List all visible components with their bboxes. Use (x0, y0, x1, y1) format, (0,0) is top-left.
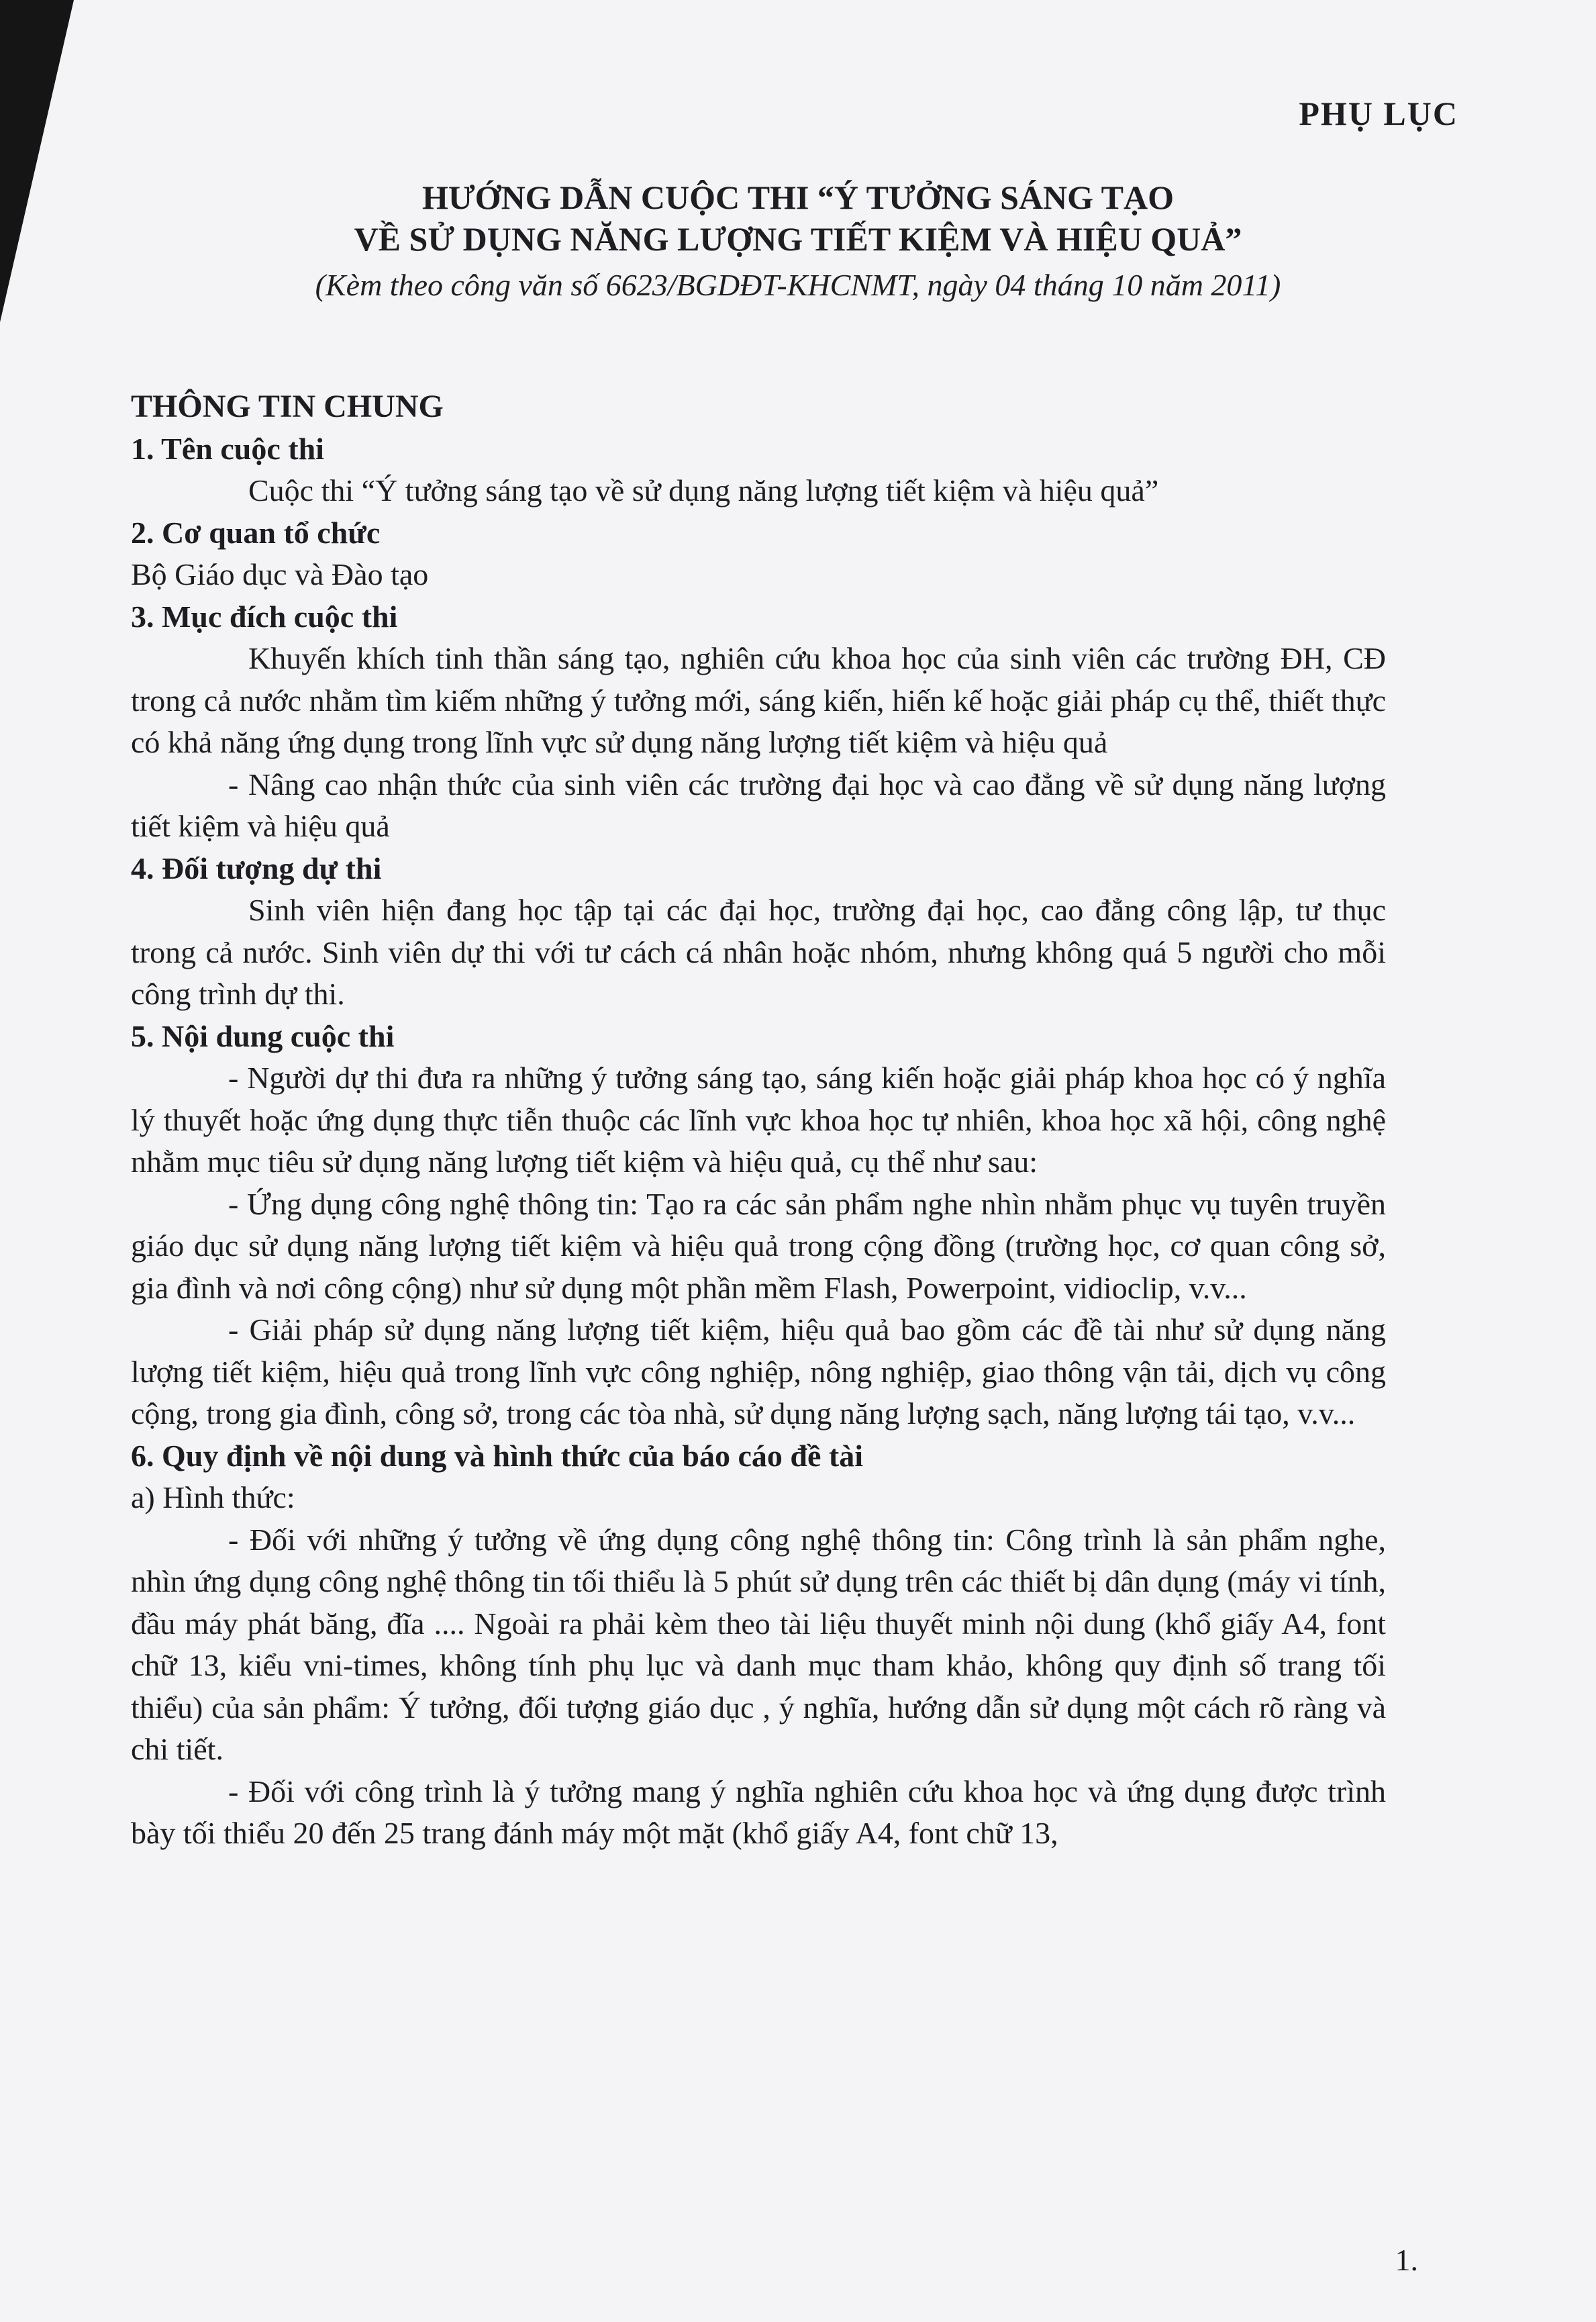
page-number: 1. (1395, 2243, 1418, 2277)
section-2-text: Bộ Giáo dục và Đào tạo (131, 557, 429, 591)
title-line-2: VỀ SỬ DỤNG NĂNG LƯỢNG TIẾT KIỆM VÀ HIỆU QUẢ” (354, 220, 1242, 258)
section-5-heading: 5. Nội dung cuộc thi (131, 1018, 395, 1053)
section-1-heading: 1. Tên cuộc thi (131, 431, 324, 466)
appendix-label: PHỤ LỤC (1299, 95, 1458, 132)
title-line-1: HƯỚNG DẪN CUỘC THI “Ý TƯỞNG SÁNG TẠO (421, 179, 1175, 216)
section-3-heading: 3. Mục đích cuộc thi (131, 599, 398, 634)
section-6-paragraph-1: - Đối với những ý tưởng về ứng dụng công nghệ thông tin: Công trình là sản phẩm nghe, nhìn ứng dụng công nghệ thông tin tối thiểu là 5 phút sử dụng trên các thiết bị dân dụng (máy vi tính, đầu máy phát băng, đĩa .... Ngoài ra phải kèm theo tài liệu thuyết minh nội dung (khổ giấy A4, font chữ 13, kiểu vni-times, không tính phụ lục và danh mục tham khảo, không quy định số trang tối thiểu) của sản phẩm: Ý tưởng, đối tượng giáo dục , ý nghĩa, hướng dẫn sử dụng một cách rõ ràng và chi tiết. (131, 1522, 1386, 1766)
section-5-paragraph-2: - Ứng dụng công nghệ thông tin: Tạo ra các sản phẩm nghe nhìn nhằm phục vụ tuyên truyền giáo dục sử dụng năng lượng tiết kiệm và hiệu quả trong cộng đồng (trường học, cơ quan công sở, gia đình và nơi công cộng) như sử dụng một phần mềm Flash, Powerpoint, vidioclip, v.v... (131, 1186, 1386, 1305)
section-6-subheading-a: a) Hình thức: (131, 1480, 295, 1514)
document-body (131, 386, 1386, 1855)
section-1-text: Cuộc thi “Ý tưởng sáng tạo về sử dụng năng lượng tiết kiệm và hiệu quả” (248, 473, 1159, 507)
document-subtitle: (Kèm theo công văn số 6623/BGDĐT-KHCNMT, ngày 04 tháng 10 năm 2011) (315, 268, 1281, 302)
section-4-text: Sinh viên hiện đang học tập tại các đại học, trường đại học, cao đẳng công lập, tư thục trong cả nước. Sinh viên dự thi với tư cách cá nhân hoặc nhóm, nhưng không quá 5 người cho mỗi công trình dự thi. (131, 893, 1386, 1011)
section-2-heading: 2. Cơ quan tổ chức (131, 515, 381, 550)
section-3-paragraph-2: - Nâng cao nhận thức của sinh viên các trường đại học và cao đẳng về sử dụng năng lượng tiết kiệm và hiệu quả (131, 767, 1386, 843)
section-6-paragraph-2: - Đối với công trình là ý tưởng mang ý nghĩa nghiên cứu khoa học và ứng dụng được trình bày tối thiểu 20 đến 25 trang đánh máy một mặt (khổ giấy A4, font chữ 13, (131, 1774, 1386, 1850)
general-info-heading: THÔNG TIN CHUNG (131, 389, 444, 424)
section-4-heading: 4. Đối tượng dự thi (131, 851, 382, 885)
section-5-paragraph-3: - Giải pháp sử dụng năng lượng tiết kiệm, hiệu quả bao gồm các đề tài như sử dụng năng lượng tiết kiệm, hiệu quả trong lĩnh vực công nghiệp, nông nghiệp, giao thông vận tải, dịch vụ công cộng, trong gia đình, công sở, trong các tòa nhà, sử dụng năng lượng sạch, năng lượng tái tạo, v.v... (131, 1312, 1386, 1431)
section-3-paragraph-1: Khuyến khích tinh thần sáng tạo, nghiên cứu khoa học của sinh viên các trường ĐH, CĐ trong cả nước nhằm tìm kiếm những ý tưởng mới, sáng kiến, hiến kế hoặc giải pháp cụ thể, thiết thực có khả năng ứng dụng trong lĩnh vực sử dụng năng lượng tiết kiệm và hiệu quả (131, 641, 1386, 759)
section-5-paragraph-1: - Người dự thi đưa ra những ý tưởng sáng tạo, sáng kiến hoặc giải pháp khoa học có ý nghĩa lý thuyết hoặc ứng dụng thực tiễn thuộc các lĩnh vực khoa học tự nhiên, khoa học xã hội, công nghệ nhằm mục tiêu sử dụng năng lượng tiết kiệm và hiệu quả, cụ thể như sau: (131, 1061, 1386, 1179)
section-6-heading: 6. Quy định về nội dung và hình thức của báo cáo đề tài (131, 1438, 863, 1473)
